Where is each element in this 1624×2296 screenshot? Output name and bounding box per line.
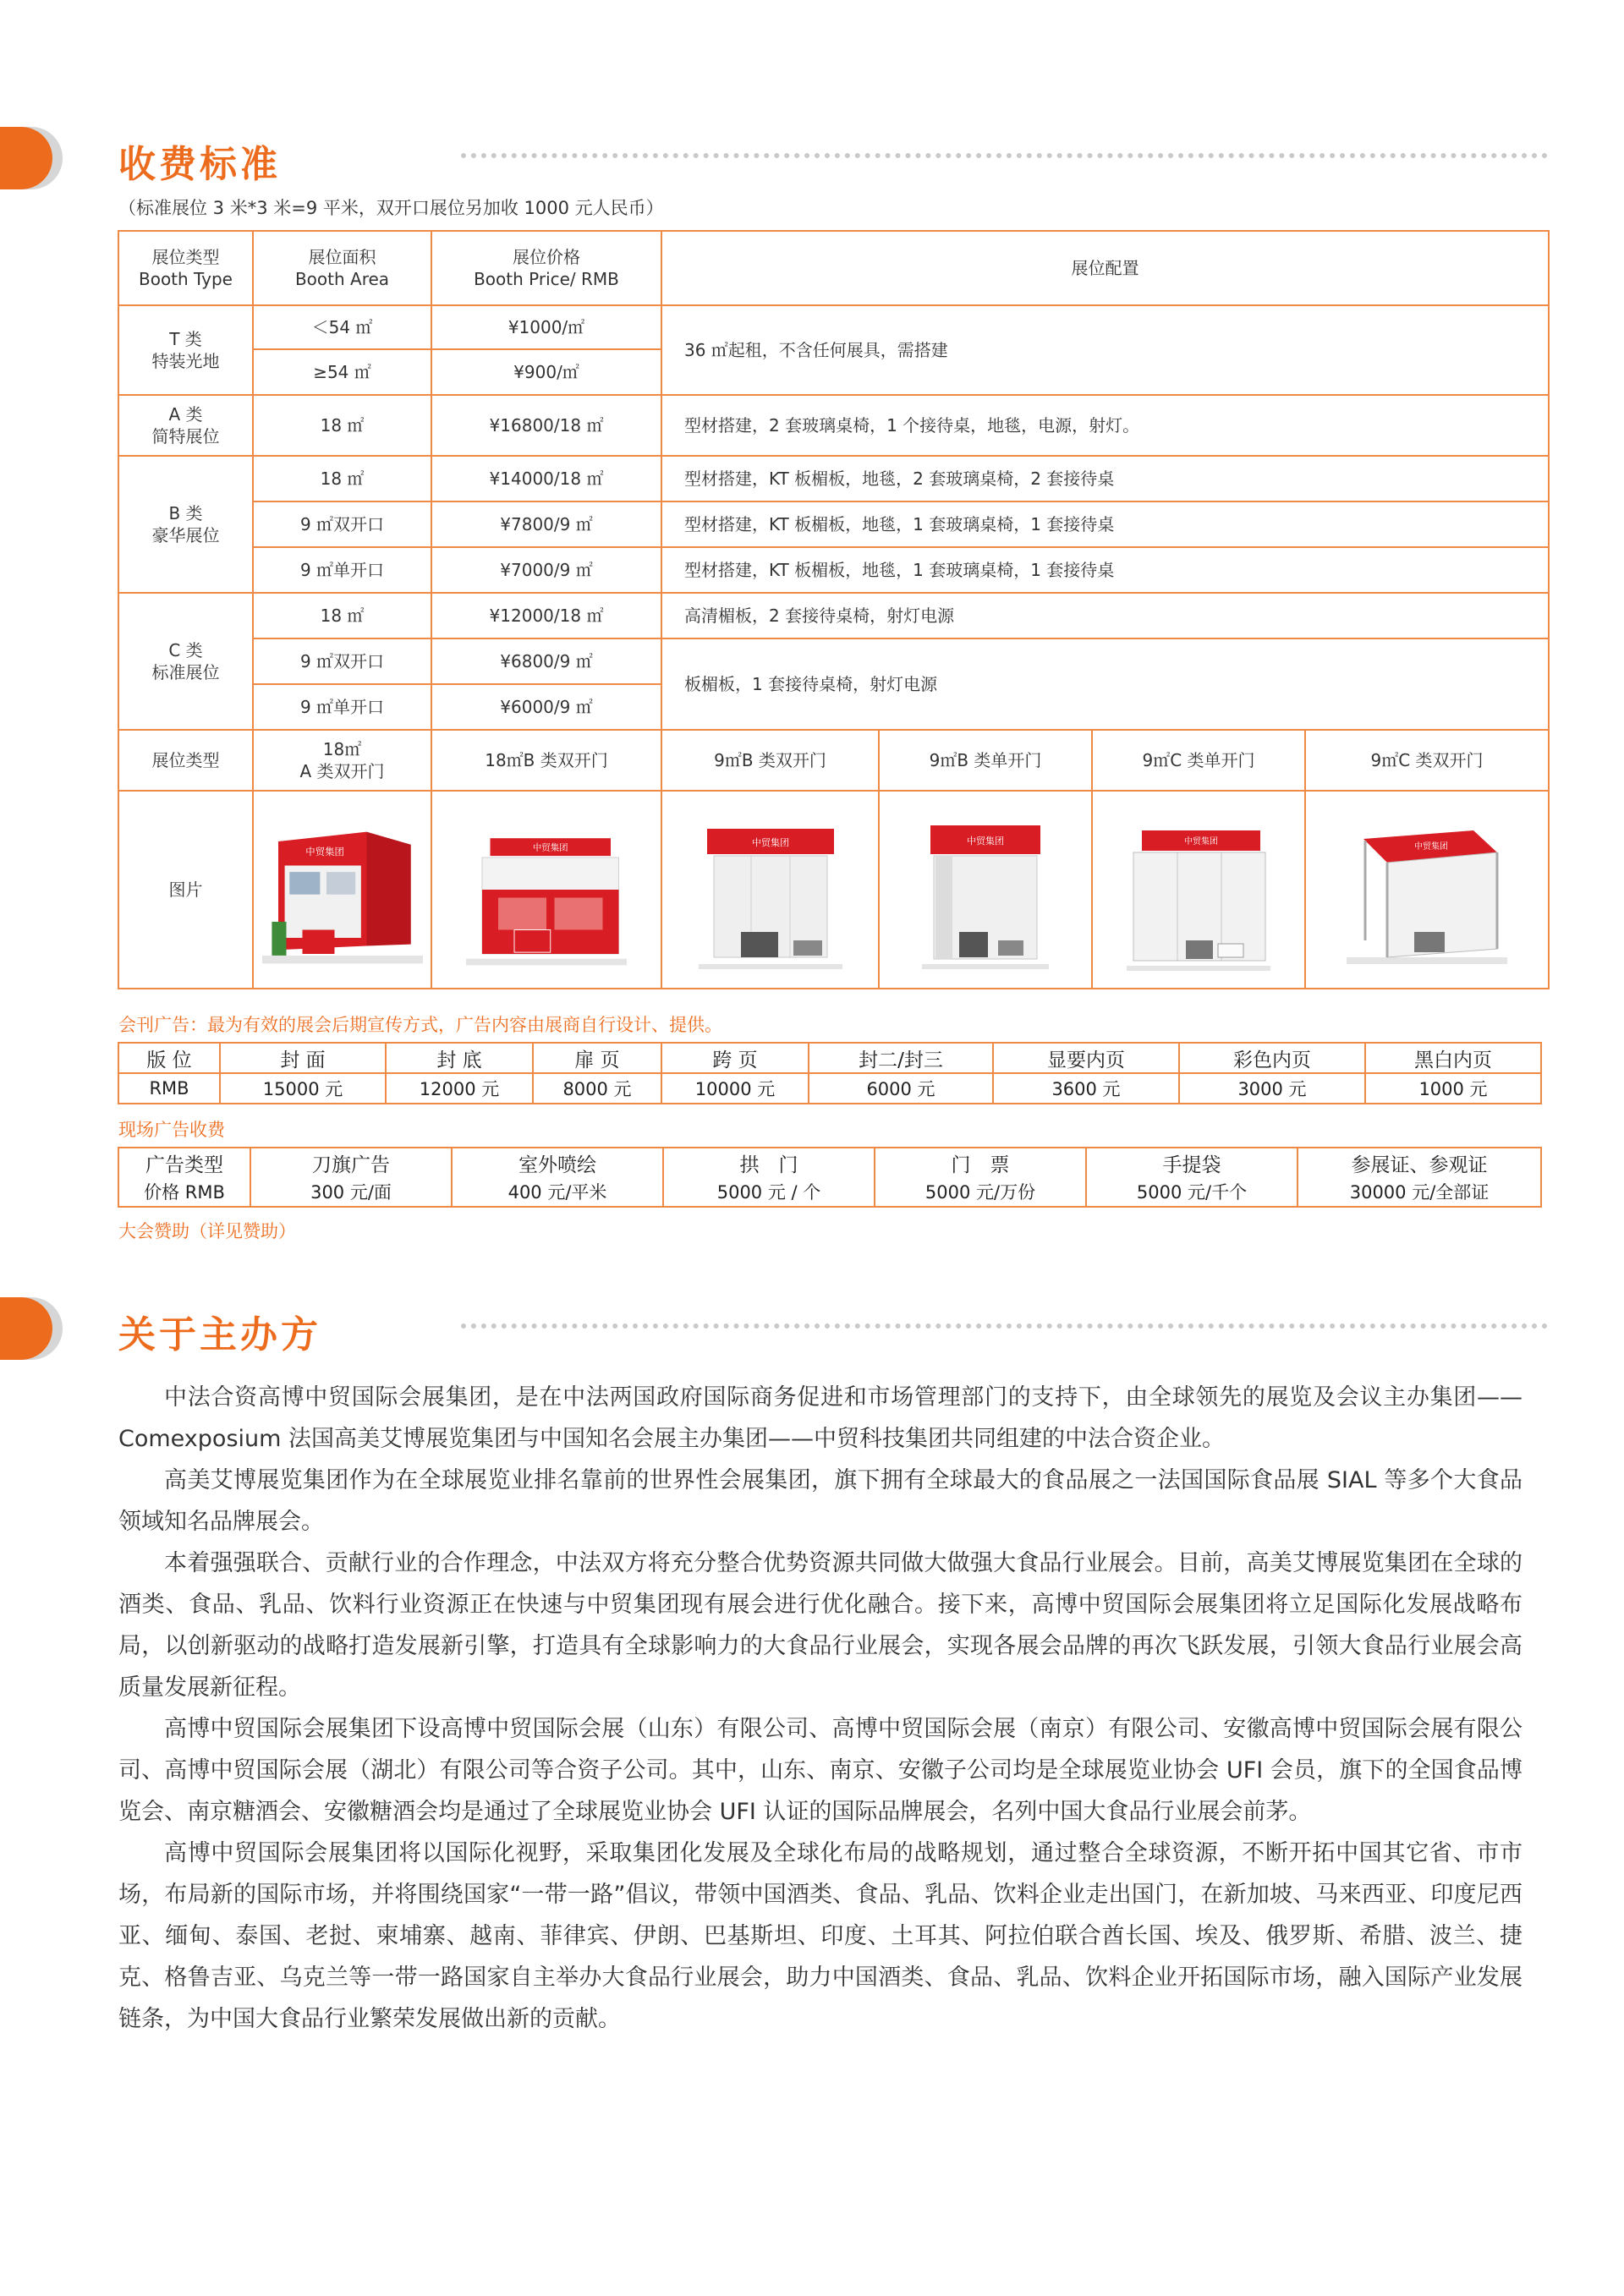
ad-header-cell: 版 位	[118, 1043, 220, 1073]
site-header-cell: 拱 门	[663, 1148, 875, 1177]
type-c-cell: C 类 标准展位	[118, 593, 253, 730]
site-header-cell: 门 票	[875, 1148, 1086, 1177]
config-cell: 型材搭建，KT 板楣板，地毯，1 套玻璃桌椅，1 套接待桌	[661, 547, 1549, 593]
price-cell: ¥6000/9 ㎡	[431, 684, 661, 730]
config-cell: 高清楣板，2 套接待桌椅，射灯电源	[661, 593, 1549, 638]
header-booth-type: 展位类型 Booth Type	[118, 231, 253, 305]
price-cell: ¥6800/9 ㎡	[431, 638, 661, 684]
ad-header-cell: 封 面	[220, 1043, 386, 1073]
images-label: 图片	[118, 791, 253, 989]
booth-fascia-text: 中贸集团	[751, 837, 789, 848]
table-row	[118, 1073, 1541, 1104]
table-row	[118, 791, 1549, 989]
section-divider	[461, 153, 1548, 158]
booth-image-cell	[661, 791, 879, 989]
price-cell: ¥7000/9 ㎡	[431, 547, 661, 593]
header-booth-area: 展位面积 Booth Area	[253, 231, 431, 305]
section-tab-marker	[0, 127, 52, 189]
ad-value-cell: 10000 元	[661, 1073, 809, 1104]
type-t-cell: T 类 特装光地	[118, 305, 253, 395]
booth-type-9b-single: 9㎡B 类单开门	[879, 730, 1092, 791]
area-cell: ≥54 ㎡	[253, 349, 431, 395]
sponsor-note: 大会赞助（详见赞助）	[118, 1221, 296, 1241]
table-row	[118, 638, 1549, 684]
section-title-organizer: 关于主办方	[118, 1313, 321, 1356]
section-divider	[461, 1323, 1548, 1329]
booth-c9-double-image	[1347, 805, 1507, 974]
booth-b9-single-image	[922, 805, 1049, 974]
type-b-cell: B 类 豪华展位	[118, 456, 253, 593]
ad-value-cell: 6000 元	[809, 1073, 993, 1104]
ad-section-label: 会刊广告：最为有效的展会后期宣传方式，广告内容由展商自行设计、提供。	[118, 1015, 722, 1035]
booth-image-cell	[1305, 791, 1549, 989]
config-cell: 型材搭建，2 套玻璃桌椅，1 个接待桌，地毯，电源，射灯。	[661, 395, 1549, 456]
price-cell: ¥12000/18 ㎡	[431, 593, 661, 638]
paragraph: 高博中贸国际会展集团下设高博中贸国际会展（山东）有限公司、高博中贸国际会展（南京）有限公司、安徽高博中贸国际会展有限公司、高博中贸国际会展（湖北）有限公司等合资子公司。其中，山东、南京、安徽子公司均是全球展览业协会 UFI 会员，旗下的全国食品博览会、南京糖酒会、安徽糖酒会均是通过了全球展览业协会 UFI 认证的国际品牌展会，名列中国大食品行业展会前茅。	[118, 1716, 1522, 1825]
ad-header-cell: 彩色内页	[1179, 1043, 1365, 1073]
booth-type-a-double: 18㎡ A 类双开门	[253, 730, 431, 791]
site-ad-table	[118, 1147, 1542, 1208]
booth-types-label: 展位类型	[118, 730, 253, 791]
site-value-cell: 价格 RMB	[118, 1177, 250, 1207]
price-cell: ¥14000/18 ㎡	[431, 456, 661, 501]
booth-fascia-text: 中贸集团	[1414, 842, 1448, 852]
site-value-cell: 300 元/面	[250, 1177, 452, 1207]
booth-fascia-text: 中贸集团	[304, 846, 344, 858]
booth-note: （标准展位 3 米*3 米=9 平米，双开口展位另加收 1000 元人民币）	[118, 198, 664, 218]
table-row	[118, 1148, 1541, 1177]
ad-value-cell: 3600 元	[993, 1073, 1179, 1104]
type-a-cell: A 类 简特展位	[118, 395, 253, 456]
table-row	[118, 547, 1549, 593]
ad-header-cell: 封 底	[386, 1043, 533, 1073]
area-cell: 9 ㎡单开口	[253, 684, 431, 730]
site-header-cell: 刀旗广告	[250, 1148, 452, 1177]
booth-image-cell	[879, 791, 1092, 989]
site-value-cell: 5000 元 / 个	[663, 1177, 875, 1207]
paragraph: 中法合资高博中贸国际会展集团，是在中法两国政府国际商务促进和市场管理部门的支持下，由全球领先的展览及会议主办集团——Comexposium 法国高美艾博展览集团与中国知名会展主办集团——中贸科技集团共同组建的中法合资企业。	[118, 1384, 1522, 1452]
ad-header-cell: 黑白内页	[1365, 1043, 1541, 1073]
booth-fascia-text: 中贸集团	[532, 842, 568, 853]
table-row	[118, 456, 1549, 501]
ad-value-cell: 12000 元	[386, 1073, 533, 1104]
area-cell: 9 ㎡单开口	[253, 547, 431, 593]
area-cell: 9 ㎡双开口	[253, 638, 431, 684]
config-cell: 型材搭建，KT 板楣板，地毯，2 套玻璃桌椅，2 套接待桌	[661, 456, 1549, 501]
header-booth-config: 展位配置	[661, 231, 1549, 305]
ad-price-table	[118, 1042, 1542, 1104]
ad-value-cell: 8000 元	[533, 1073, 661, 1104]
booth-fascia-text: 中贸集团	[1184, 837, 1218, 847]
booth-type-9c-single: 9㎡C 类单开门	[1092, 730, 1305, 791]
site-ad-label: 现场广告收费	[118, 1120, 225, 1140]
table-row	[118, 593, 1549, 638]
site-header-cell: 参展证、参观证	[1298, 1148, 1541, 1177]
ad-value-cell: 15000 元	[220, 1073, 386, 1104]
booth-b18-image	[466, 805, 627, 974]
booth-c9-single-image	[1127, 805, 1270, 974]
booth-fee-table	[118, 230, 1550, 989]
ad-header-cell: 扉 页	[533, 1043, 661, 1073]
site-value-cell: 30000 元/全部证	[1298, 1177, 1541, 1207]
config-cell: 36 ㎡起租，不含任何展具，需搭建	[661, 305, 1549, 395]
site-header-cell: 手提袋	[1086, 1148, 1298, 1177]
paragraph: 高美艾博展览集团作为在全球展览业排名靠前的世界性会展集团，旗下拥有全球最大的食品展之一法国国际食品展 SIAL 等多个大食品领域知名品牌展会。	[118, 1467, 1522, 1535]
table-row	[118, 501, 1549, 547]
area-cell: 18 ㎡	[253, 395, 431, 456]
organizer-description	[118, 1377, 1522, 2040]
config-cell: 型材搭建，KT 板楣板，地毯，1 套玻璃桌椅，1 套接待桌	[661, 501, 1549, 547]
header-booth-price: 展位价格 Booth Price/ RMB	[431, 231, 661, 305]
booth-b9-double-image	[699, 805, 842, 974]
booth-type-9b-double: 9㎡B 类双开门	[661, 730, 879, 791]
area-cell: 18 ㎡	[253, 456, 431, 501]
ad-header-cell: 跨 页	[661, 1043, 809, 1073]
site-value-cell: 5000 元/千个	[1086, 1177, 1298, 1207]
price-cell: ¥16800/18 ㎡	[431, 395, 661, 456]
site-header-cell: 室外喷绘	[452, 1148, 663, 1177]
site-value-cell: 5000 元/万份	[875, 1177, 1086, 1207]
ad-value-cell: 3000 元	[1179, 1073, 1365, 1104]
table-row	[118, 730, 1549, 791]
table-row	[118, 1177, 1541, 1207]
price-cell: ¥1000/㎡	[431, 305, 661, 349]
table-row	[118, 231, 1549, 305]
ad-value-cell: RMB	[118, 1073, 220, 1104]
section-tab-marker	[0, 1297, 52, 1360]
area-cell: 18 ㎡	[253, 593, 431, 638]
booth-type-18b-double: 18㎡B 类双开门	[431, 730, 661, 791]
booth-a-image	[262, 809, 423, 970]
price-cell: ¥900/㎡	[431, 349, 661, 395]
ad-header-cell: 封二/封三	[809, 1043, 993, 1073]
table-row	[118, 305, 1549, 349]
area-cell: ＜54 ㎡	[253, 305, 431, 349]
price-cell: ¥7800/9 ㎡	[431, 501, 661, 547]
ad-header-cell: 显要内页	[993, 1043, 1179, 1073]
site-header-cell: 广告类型	[118, 1148, 250, 1177]
area-cell: 9 ㎡双开口	[253, 501, 431, 547]
table-row	[118, 395, 1549, 456]
booth-type-9c-double: 9㎡C 类双开门	[1305, 730, 1549, 791]
booth-fascia-text: 中贸集团	[967, 836, 1004, 847]
booth-image-cell	[1092, 791, 1305, 989]
booth-image-cell	[253, 791, 431, 989]
paragraph: 高博中贸国际会展集团将以国际化视野，采取集团化发展及全球化布局的战略规划，通过整合全球资源，不断开拓中国其它省、市市场，布局新的国际市场，并将围绕国家“一带一路”倡议，带领中国酒类、食品、乳品、饮料企业走出国门，在新加坡、马来西亚、印度尼西亚、缅甸、泰国、老挝、柬埔寨、越南、菲律宾、伊朗、巴基斯坦、印度、土耳其、阿拉伯联合酋长国、埃及、俄罗斯、希腊、波兰、捷克、格鲁吉亚、乌克兰等一带一路国家自主举办大食品行业展会，助力中国酒类、食品、乳品、饮料企业开拓国际市场，融入国际产业发展链条，为中国大食品行业繁荣发展做出新的贡献。	[118, 1840, 1522, 2032]
booth-image-cell	[431, 791, 661, 989]
config-cell: 板楣板，1 套接待桌椅，射灯电源	[661, 638, 1549, 730]
table-row	[118, 1043, 1541, 1073]
site-value-cell: 400 元/平米	[452, 1177, 663, 1207]
paragraph: 本着强强联合、贡献行业的合作理念，中法双方将充分整合优势资源共同做大做强大食品行业展会。目前，高美艾博展览集团在全球的酒类、食品、乳品、饮料行业资源正在快速与中贸集团现有展会进行优化融合。接下来，高博中贸国际会展集团将立足国际化发展战略布局，以创新驱动的战略打造发展新引擎，打造具有全球影响力的大食品行业展会，实现各展会品牌的再次飞跃发展，引领大食品行业展会高质量发展新征程。	[118, 1550, 1522, 1701]
section-title-fees: 收费标准	[118, 143, 281, 186]
ad-value-cell: 1000 元	[1365, 1073, 1541, 1104]
